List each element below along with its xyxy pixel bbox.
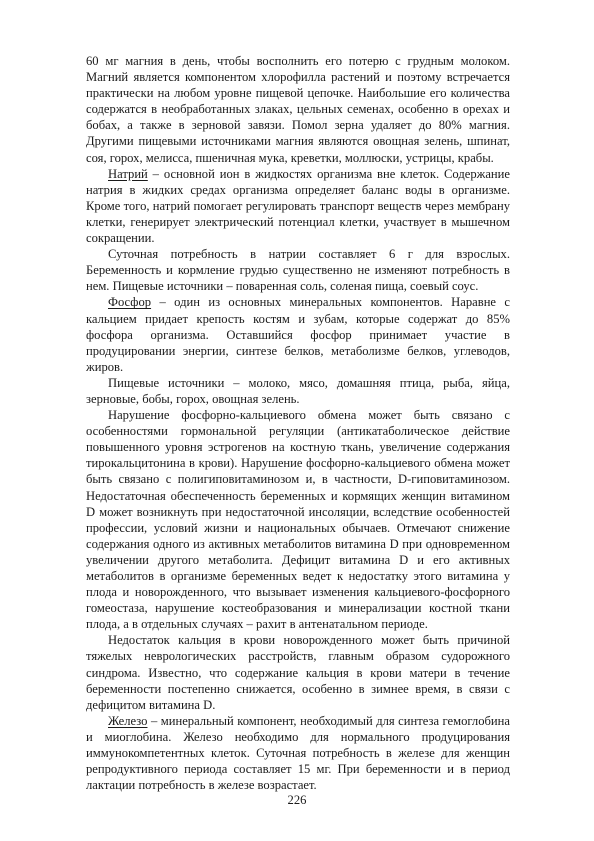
paragraph-magnesium-sources (86, 53, 510, 166)
page-number: 226 (287, 793, 307, 807)
paragraph-text: Суточная потребность в натрии составляет 6 г для взрослых. Беременность и кормление грудью существенно не изменяют потребность в нем. Пищевые источники – поваренная соль, соленая пища, соевый соус. (86, 247, 510, 294)
paragraph-phosphorus-sources (86, 375, 510, 407)
paragraph-text: – один из основных минеральных компонентов. Наравне с кальцием придает крепость костям и зубам, которые содержат до 85% фосфора организма. Оставшийся фосфор принимает участие в продуцировании энергии, синтезе белков, метаболизме белков, углеводов, жиров. (86, 295, 510, 374)
term-sodium: Натрий (108, 166, 148, 181)
paragraph-sodium-requirement (86, 246, 510, 294)
paragraph-text: Недостаток кальция в крови новорожденного может быть причиной тяжелых неврологических расстройств, главным образом судорожного синдрома. Известно, что содержание кальция в крови матери в течение беременности постепенно снижается, особенно в зимнее время, в связи с дефицитом витамина D. (86, 633, 510, 712)
paragraph-text: – основной ион в жидкостях организма вне клеток. Содержание натрия в жидких средах организма определяет баланс воды в организме. Кроме того, натрий помогает регулировать транспорт веществ через мембрану клетки, генерирует электрический потенциал клетки, участвует в мышечном сокращении. (86, 166, 510, 246)
term-iron: Железо (108, 713, 148, 728)
paragraph-iron (86, 713, 510, 793)
paragraph-phosphorus-calcium-disorder (86, 407, 510, 632)
paragraph-text: Пищевые источники – молоко, мясо, домашняя птица, рыба, яйца, зерновые, бобы, горох, овощная зелень. (86, 375, 510, 406)
term-phosphorus: Фосфор (108, 295, 152, 310)
paragraph-text: Нарушение фосфорно-кальциевого обмена может быть связано с особенностями гормональной регуляции (антикатаболическое действие повышенного уровня эстрогенов на костную ткань, увеличение содержания тирокальцитонина в крови). Нарушение фосфорно-кальциевого обмена может быть связано с полигиповитаминозом и, в частности, D-гиповитаминозом. Недостаточная обеспеченность беременных и кормящих женщин витамином D может возникнуть при недостаточной инсоляции, вследствие особенностей профессии, условий жизни и национальных обычаев. Отмечают снижение содержания одного из активных метаболитов витамина D при одновременном увеличении другого метаболита. Дефицит витамина D и его активных метаболитов в организме беременных ведет к недостатку этого витамина у плода и новорожденного, что вызывает изменения кальциевого-фосфорного гомеостаза, нарушение костеобразования и минерализации костной ткани плода, а в отдельных случаях – рахит в антенатальном периоде. (86, 408, 510, 632)
paragraph-text: – минеральный компонент, необходимый для синтеза гемоглобина и миоглобина. Железо необходимо для нормального продуцирования иммунокомпетентных клеток. Суточная потребность в железе для женщин репродуктивного периода составляет 15 мг. При беременности и в период лактации потребность в железе возрастает. (86, 713, 510, 793)
paragraph-text: 60 мг магния в день, чтобы восполнить его потерю с грудным молоком. Магний является компонентом хлорофилла растений и поэтому встречается практически на любом уровне пищевой цепочке. Наибольшие его количества содержатся в необработанных злаках, цельных семенах, особенно в орехах и бобах, а также в зерновой завязи. Помол зерна удаляет до 80% магния. Другими пищевыми источниками магния являются овощная зелень, шпинат, соя, горох, мелисса, пшеничная мука, креветки, моллюски, устрицы, крабы. (86, 54, 510, 165)
paragraph-calcium-deficiency (86, 632, 510, 712)
page-body (86, 53, 510, 793)
paragraph-sodium (86, 166, 510, 246)
paragraph-phosphorus (86, 294, 510, 374)
